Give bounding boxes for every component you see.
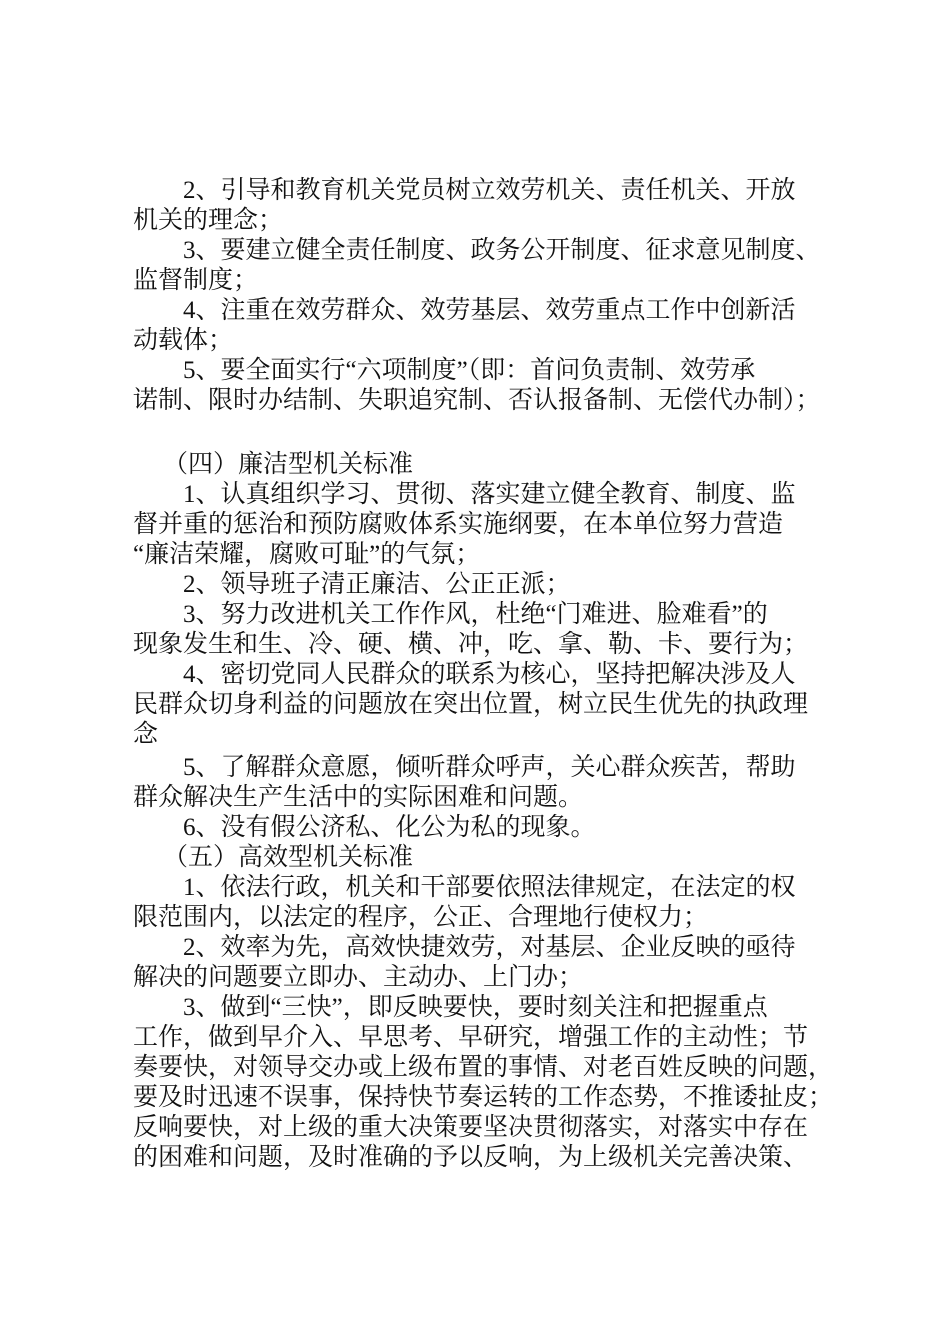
list-item (133, 993, 843, 1173)
text-line: 4、密切党同人民群众的联系为核心，坚持把解决涉及人 (183, 661, 796, 688)
text-line: 反响要快，对上级的重大决策要坚决贯彻落实，对落实中存在 (133, 1114, 809, 1141)
text-line: 动载体； (133, 327, 234, 354)
text-line: 现象发生和生、冷、硬、横、冲，吃、拿、勒、卡、要行为； (133, 631, 809, 658)
list-item (133, 356, 843, 416)
text-line: 1、依法行政，机关和干部要依照法律规定，在法定的权 (183, 874, 796, 901)
text-line: 机关的理念； (133, 207, 284, 234)
text-line: 工作，做到早介入、早思考、早研究，增强工作的主动性；节 (133, 1024, 809, 1051)
text-line: 2、引导和教育机关党员树立效劳机关、责任机关、开放 (183, 177, 796, 204)
text-line: 3、努力改进机关工作作风，杜绝“门难进、脸难看”的 (183, 601, 768, 628)
list-item (133, 480, 843, 570)
text-line: 2、领导班子清正廉洁、公正正派； (183, 571, 571, 598)
text-line: 5、要全面实行“六项制度”（即：首问负责制、效劳承 (183, 357, 756, 384)
list-item (133, 753, 843, 813)
text-line: “廉洁荣耀，腐败可耻”的气氛； (133, 541, 481, 568)
list-item (133, 236, 843, 296)
text-line: 监督制度； (133, 267, 259, 294)
text-line: 1、认真组织学习、贯彻、落实建立健全教育、制度、监 (183, 481, 796, 508)
list-item (133, 933, 843, 993)
text-line: 限范围内，以法定的程序，公正、合理地行使权力； (133, 904, 709, 931)
text-line: 3、要建立健全责任制度、政务公开制度、征求意见制度、 (183, 237, 821, 264)
list-item (133, 873, 843, 933)
text-line: 6、没有假公济私、化公为私的现象。 (183, 814, 596, 841)
text-line: 解决的问题要立即办、主动办、上门办； (133, 964, 584, 991)
list-item (133, 570, 843, 600)
list-item (133, 660, 843, 750)
text-line: 诺制、限时办结制、失职追究制、否认报备制、无偿代办制）； (133, 387, 821, 414)
list-item (133, 296, 843, 356)
section-heading: （五）高效型机关标准 (163, 844, 414, 871)
text-line: 要及时迅速不误事，保持快节奏运转的工作态势，不推诿扯皮； (133, 1084, 834, 1111)
text-line: 民群众切身利益的问题放在突出位置，树立民生优先的执政理 (133, 691, 809, 718)
text-line: 的困难和问题，及时准确的予以反响，为上级机关完善决策、 (133, 1144, 809, 1171)
text-line: 奏要快，对领导交办或上级布置的事情、对老百姓反映的问题， (133, 1054, 834, 1081)
section-heading: （四）廉洁型机关标准 (163, 451, 414, 478)
text-line: 督并重的惩治和预防腐败体系实施纲要，在本单位努力营造 (133, 511, 784, 538)
list-item (133, 176, 843, 236)
list-item (133, 600, 843, 660)
text-line: 4、注重在效劳群众、效劳基层、效劳重点工作中创新活 (183, 297, 796, 324)
text-line: 念 (133, 721, 159, 748)
list-item (133, 813, 843, 843)
document-body (133, 176, 843, 1173)
text-line: 3、做到“三快”，即反映要快，要时刻关注和把握重点 (183, 994, 768, 1021)
text-line: 群众解决生产生活中的实际困难和问题。 (133, 784, 584, 811)
text-line: 2、效率为先，高效快捷效劳，对基层、企业反映的亟待 (183, 934, 796, 961)
text-line: 5、了解群众意愿，倾听群众呼声，关心群众疾苦，帮助 (183, 754, 796, 781)
